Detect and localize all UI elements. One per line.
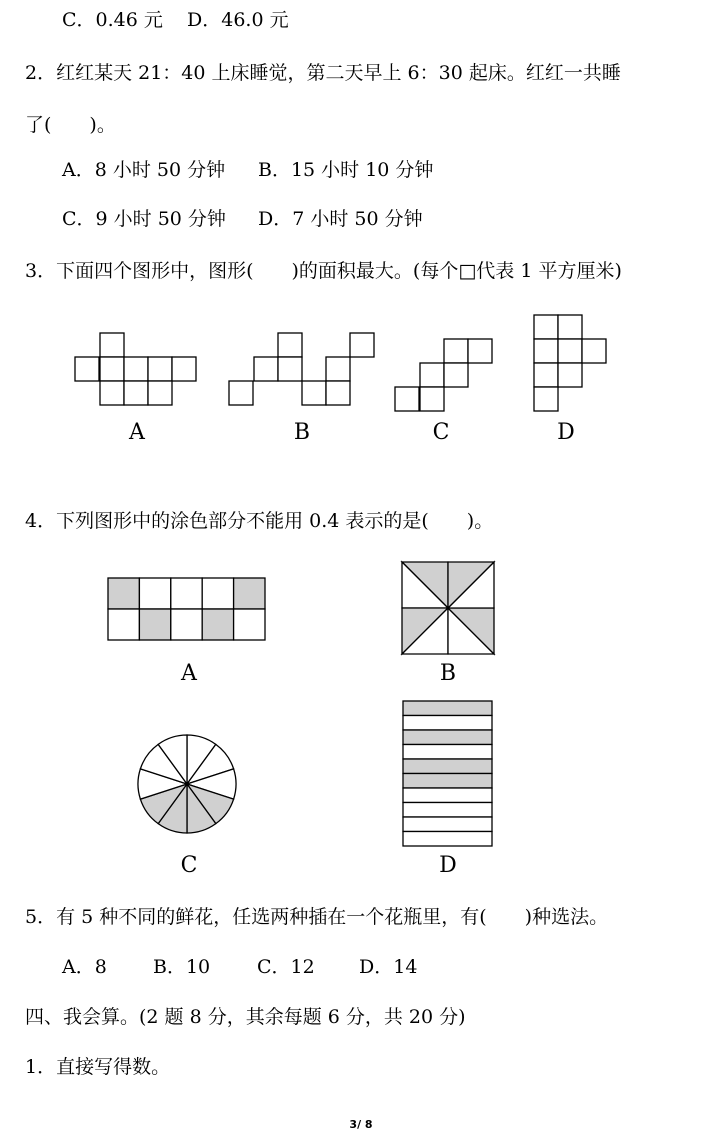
q4d-stripe (403, 759, 492, 774)
q4-figure-d (403, 701, 495, 851)
q4a-cell (171, 609, 202, 640)
q4a-cell (202, 609, 233, 640)
q4d-stripe (403, 774, 492, 789)
q3-stem: 3．下面四个图形中，图形( )的面积最大。(每个□代表 1 平方厘米) (25, 260, 622, 282)
section4-q1: 1．直接写得数。 (25, 1056, 171, 1078)
q4a-cell (139, 578, 170, 609)
q4d-stripe (403, 817, 492, 832)
q5-stem: 5．有 5 种不同的鲜花，任选两种插在一个花瓶里，有( )种选法。 (25, 906, 609, 928)
q4a-cell (108, 609, 139, 640)
q4-stem: 4．下列图形中的涂色部分不能用 0.4 表示的是( )。 (25, 510, 494, 532)
q3-figure-c (395, 339, 495, 424)
q4-figure-c (137, 734, 241, 838)
q4a-cell (234, 609, 265, 640)
q4d-stripe (403, 745, 492, 760)
page-number: 3/ 8 (349, 1118, 373, 1131)
q3-label-c: C (432, 420, 450, 445)
q1-option-c: C．0.46 元 (62, 9, 163, 31)
q4d-stripe (403, 788, 492, 803)
q2-option-a: A．8 小时 50 分钟 (62, 159, 226, 181)
q3-figure-b (229, 333, 379, 418)
q3-label-d: D (557, 420, 575, 445)
q5-option-d: D．14 (359, 956, 418, 978)
q4a-cell (139, 609, 170, 640)
q2-stem-line1: 2．红红某天 21：40 上床睡觉，第二天早上 6：30 起床。红红一共睡 (25, 62, 621, 84)
q5-option-c: C．12 (257, 956, 315, 978)
q4a-cell (234, 578, 265, 609)
q4d-stripe (403, 803, 492, 818)
q4d-stripe (403, 701, 492, 716)
q4-label-b: B (439, 661, 457, 686)
section4-heading: 四、我会算。(2 题 8 分，其余每题 6 分，共 20 分) (25, 1006, 466, 1028)
q4-label-c: C (180, 853, 198, 878)
q4d-stripe (403, 716, 492, 731)
q4-label-a: A (181, 661, 197, 686)
q1-option-d: D．46.0 元 (187, 9, 289, 31)
q4a-cell (171, 578, 202, 609)
q2-option-b: B．15 小时 10 分钟 (258, 159, 434, 181)
q5-option-b: B．10 (153, 956, 211, 978)
q4d-stripe (403, 730, 492, 745)
q2-option-d: D．7 小时 50 分钟 (258, 208, 423, 230)
q4a-cell (202, 578, 233, 609)
q5-option-a: A．8 (62, 956, 107, 978)
q3-figure-d (534, 315, 614, 415)
q4-figure-a (108, 578, 268, 642)
q4d-stripe (403, 832, 492, 847)
q4a-cell (108, 578, 139, 609)
q3-label-a: A (129, 420, 145, 445)
q3-label-b: B (293, 420, 311, 445)
q4-label-d: D (439, 853, 457, 878)
q4-figure-b (402, 562, 498, 658)
q2-option-c: C．9 小时 50 分钟 (62, 208, 226, 230)
q3-figure-a (75, 333, 205, 418)
q2-stem-line2: 了( )。 (25, 114, 116, 136)
